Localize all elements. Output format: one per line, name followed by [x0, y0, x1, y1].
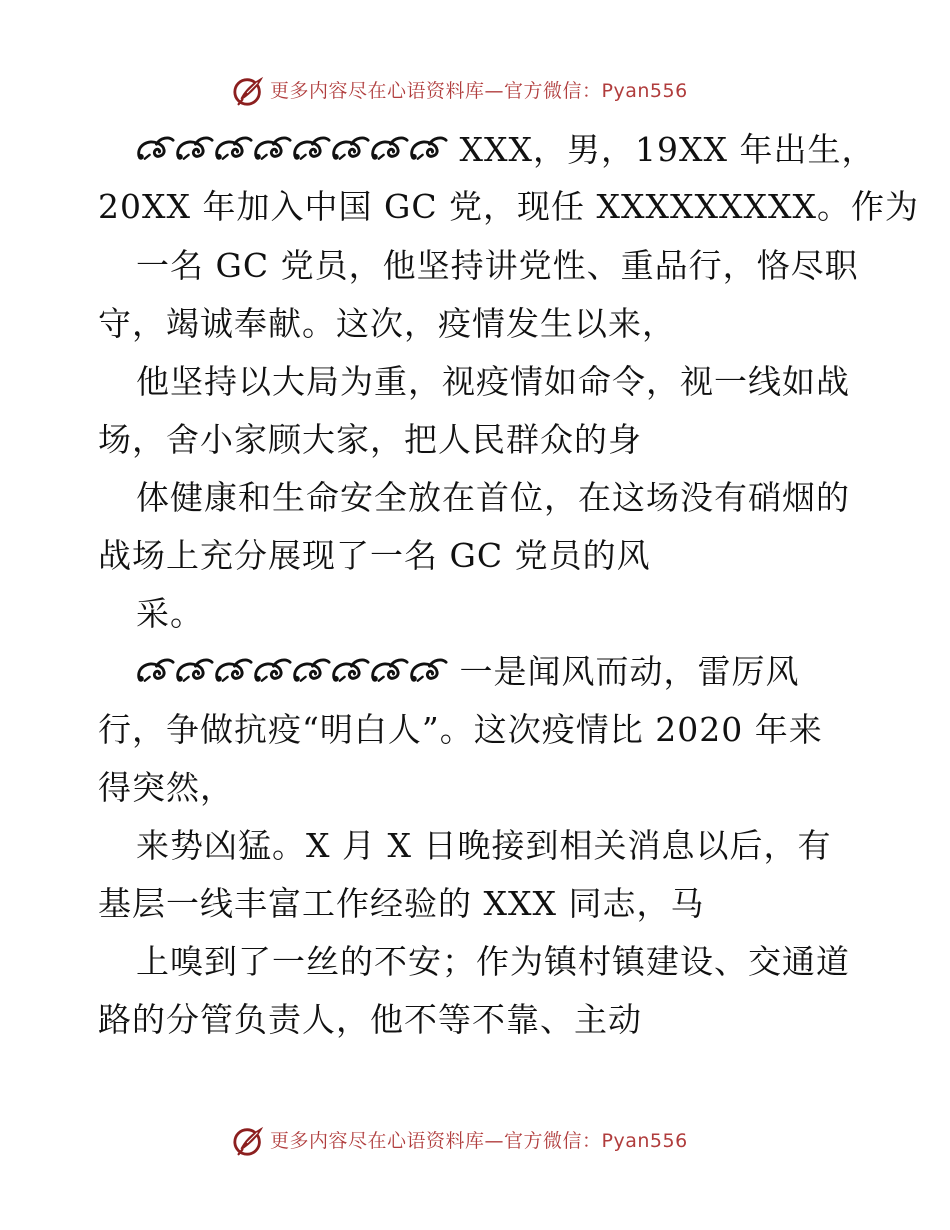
swirl-ornament-icon — [214, 656, 253, 686]
swirl-ornament-icon — [253, 656, 292, 686]
body-line-text: XXX，男，19XX 年出生， — [459, 130, 876, 169]
swirl-ornament-icon — [409, 656, 448, 686]
swirl-ornament-icon — [370, 656, 409, 686]
body-line: 上嗅到了一丝的不安；作为镇村镇建设、交通道 — [136, 942, 850, 981]
body-line: 守，竭诚奉献。这次，疫情发生以来， — [98, 304, 676, 343]
body-line: 场，舍小家顾大家，把人民群众的身 — [98, 420, 642, 459]
ornament-group — [136, 130, 460, 169]
swirl-ornament-icon — [136, 134, 175, 164]
swirl-ornament-icon — [175, 134, 214, 164]
body-line: 他坚持以大局为重，视疫情如命令，视一线如战 — [136, 362, 850, 401]
swirl-ornament-icon — [409, 134, 448, 164]
swirl-ornament-icon — [370, 134, 409, 164]
swirl-ornament-icon — [292, 134, 331, 164]
swirl-ornament-icon — [214, 134, 253, 164]
swirl-ornament-icon — [175, 656, 214, 686]
swirl-ornament-icon — [331, 656, 370, 686]
feather-pen-logo-icon — [232, 1124, 266, 1158]
body-line: 行，争做抗疫“明白人”。这次疫情比 2020 年来 — [98, 710, 823, 749]
body-line: 战场上充分展现了一名 GC 党员的风 — [98, 536, 651, 575]
feather-pen-logo-icon — [232, 74, 266, 108]
body-line — [136, 130, 875, 170]
swirl-ornament-icon — [253, 134, 292, 164]
body-line: 得突然， — [98, 768, 234, 807]
body-line: 体健康和生命安全放在首位，在这场没有硝烟的 — [136, 478, 850, 517]
body-line: 一名 GC 党员，他坚持讲党性、重品行，恪尽职 — [136, 246, 859, 285]
footer-banner — [0, 1122, 950, 1162]
swirl-ornament-icon — [136, 656, 175, 686]
body-line: 采。 — [136, 594, 204, 633]
footer-banner-text: 更多内容尽在心语资料库—官方微信：Pyan556 — [270, 1130, 688, 1152]
body-line: 路的分管负责人，他不等不靠、主动 — [98, 1000, 642, 1039]
header-banner-text: 更多内容尽在心语资料库—官方微信：Pyan556 — [270, 80, 688, 102]
ornament-group — [136, 652, 460, 691]
swirl-ornament-icon — [292, 656, 331, 686]
body-line-text: 一是闻风而动，雷厉风 — [459, 652, 800, 691]
header-banner — [0, 72, 950, 112]
body-line: 20XX 年加入中国 GC 党，现任 XXXXXXXXX。作为 — [98, 187, 919, 226]
body-line: 基层一线丰富工作经验的 XXX 同志，马 — [98, 884, 705, 923]
body-line: 来势凶猛。X 月 X 日晚接到相关消息以后，有 — [136, 826, 832, 865]
body-line — [136, 652, 800, 692]
swirl-ornament-icon — [331, 134, 370, 164]
